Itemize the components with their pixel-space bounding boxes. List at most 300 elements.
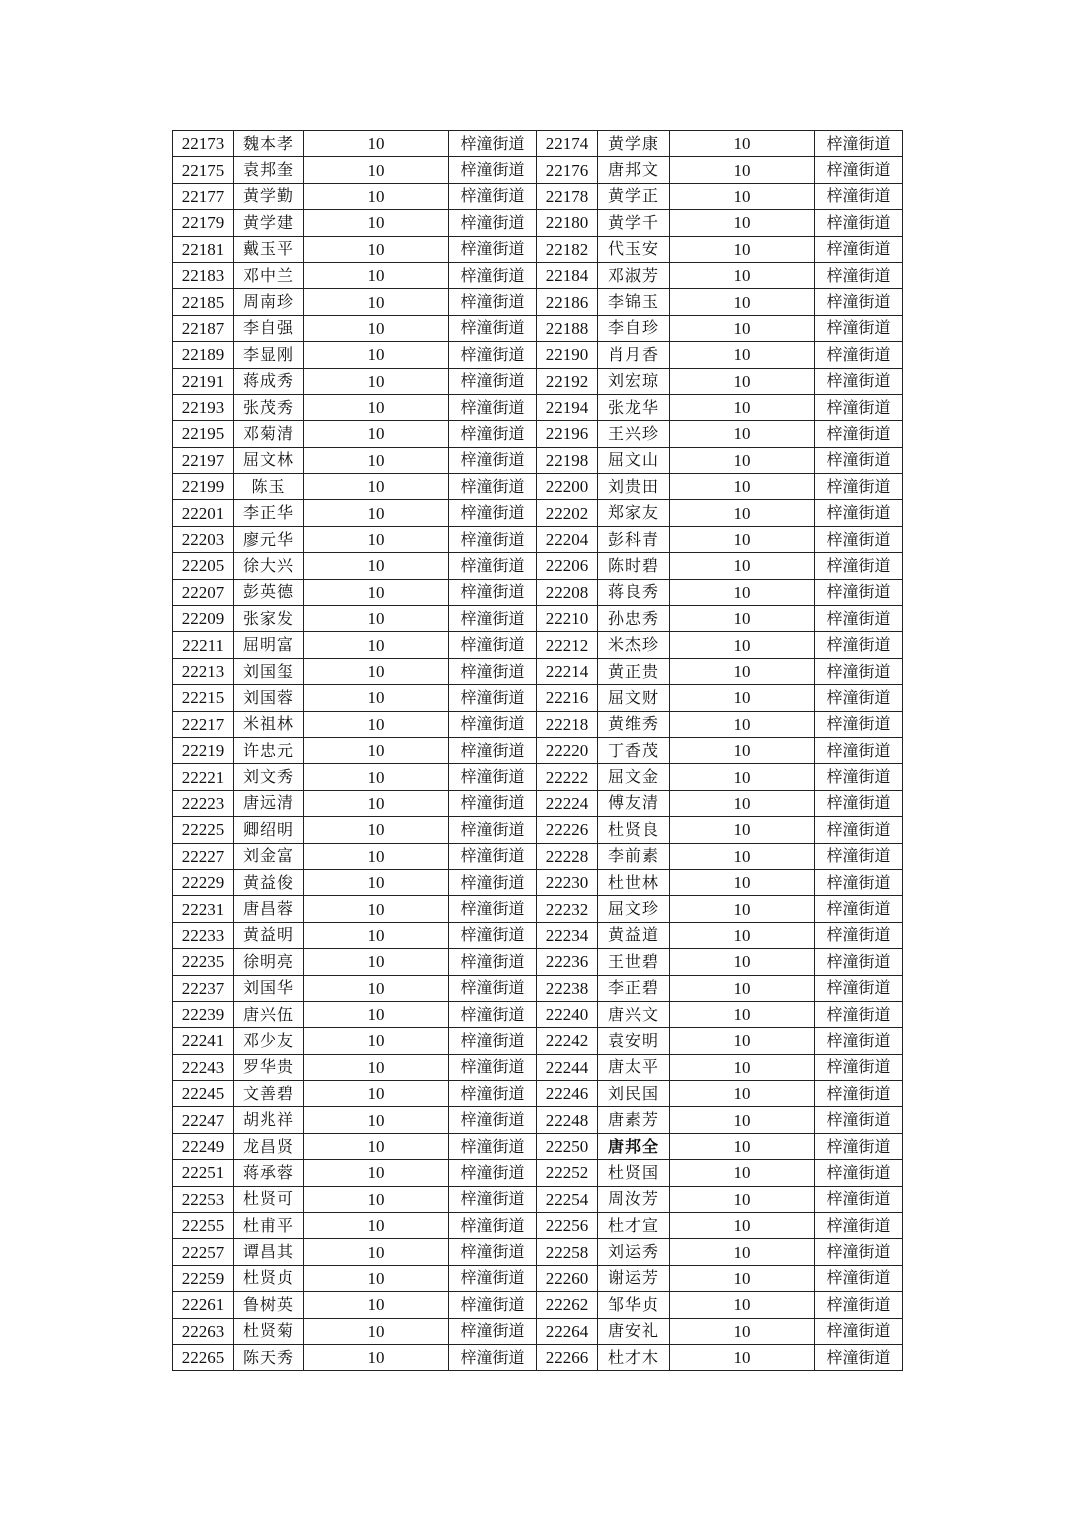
table-row	[173, 236, 903, 262]
table-row	[173, 157, 903, 183]
record-id-cell: 22198	[537, 447, 598, 473]
name-cell: 刘金富	[234, 843, 304, 869]
address-cell: 梓潼街道	[815, 210, 903, 236]
record-id-cell: 22187	[173, 315, 234, 341]
address-cell: 梓潼街道	[815, 1107, 903, 1133]
name-cell: 谭昌其	[234, 1239, 304, 1265]
address-cell: 梓潼街道	[815, 394, 903, 420]
record-id-cell: 22245	[173, 1081, 234, 1107]
name-cell: 郑家友	[598, 500, 670, 526]
address-cell: 梓潼街道	[815, 342, 903, 368]
address-cell: 梓潼街道	[815, 157, 903, 183]
record-id-cell: 22232	[537, 896, 598, 922]
name-cell: 黄益道	[598, 922, 670, 948]
record-id-cell: 22211	[173, 632, 234, 658]
amount-cell: 10	[304, 526, 449, 552]
record-id-cell: 22242	[537, 1028, 598, 1054]
amount-cell: 10	[304, 1001, 449, 1027]
address-cell: 梓潼街道	[449, 1054, 537, 1080]
amount-cell: 10	[304, 368, 449, 394]
name-cell: 唐远清	[234, 790, 304, 816]
record-id-cell: 22208	[537, 579, 598, 605]
amount-cell: 10	[304, 737, 449, 763]
record-id-cell: 22236	[537, 949, 598, 975]
record-id-cell: 22243	[173, 1054, 234, 1080]
amount-cell: 10	[670, 817, 815, 843]
amount-cell: 10	[304, 553, 449, 579]
table-row	[173, 658, 903, 684]
amount-cell: 10	[670, 975, 815, 1001]
address-cell: 梓潼街道	[815, 1186, 903, 1212]
name-cell: 袁安明	[598, 1028, 670, 1054]
address-cell: 梓潼街道	[815, 315, 903, 341]
name-cell: 卿绍明	[234, 817, 304, 843]
record-id-cell: 22247	[173, 1107, 234, 1133]
name-cell: 周南珍	[234, 289, 304, 315]
name-cell: 刘民国	[598, 1081, 670, 1107]
address-cell: 梓潼街道	[815, 1265, 903, 1291]
amount-cell: 10	[670, 1001, 815, 1027]
address-cell: 梓潼街道	[815, 579, 903, 605]
name-cell: 杜贤国	[598, 1160, 670, 1186]
record-id-cell: 22195	[173, 421, 234, 447]
record-id-cell: 22173	[173, 131, 234, 157]
amount-cell: 10	[304, 289, 449, 315]
record-id-cell: 22200	[537, 474, 598, 500]
record-id-cell: 22227	[173, 843, 234, 869]
address-cell: 梓潼街道	[449, 210, 537, 236]
address-cell: 梓潼街道	[449, 183, 537, 209]
amount-cell: 10	[670, 658, 815, 684]
amount-cell: 10	[670, 183, 815, 209]
name-cell: 陈天秀	[234, 1344, 304, 1370]
address-cell: 梓潼街道	[815, 447, 903, 473]
name-cell: 文善碧	[234, 1081, 304, 1107]
name-cell: 徐明亮	[234, 949, 304, 975]
address-cell: 梓潼街道	[449, 843, 537, 869]
amount-cell: 10	[670, 368, 815, 394]
record-id-cell: 22197	[173, 447, 234, 473]
record-id-cell: 22237	[173, 975, 234, 1001]
record-id-cell: 22191	[173, 368, 234, 394]
address-cell: 梓潼街道	[449, 922, 537, 948]
amount-cell: 10	[670, 474, 815, 500]
record-id-cell: 22219	[173, 737, 234, 763]
name-cell: 周汝芳	[598, 1186, 670, 1212]
record-id-cell: 22203	[173, 526, 234, 552]
address-cell: 梓潼街道	[815, 711, 903, 737]
amount-cell: 10	[304, 658, 449, 684]
table-row	[173, 764, 903, 790]
record-id-cell: 22260	[537, 1265, 598, 1291]
address-cell: 梓潼街道	[815, 737, 903, 763]
name-cell: 邓中兰	[234, 262, 304, 288]
amount-cell: 10	[304, 790, 449, 816]
amount-cell: 10	[304, 210, 449, 236]
address-cell: 梓潼街道	[449, 658, 537, 684]
amount-cell: 10	[670, 236, 815, 262]
table-row	[173, 315, 903, 341]
name-cell: 王兴珍	[598, 421, 670, 447]
amount-cell: 10	[670, 579, 815, 605]
amount-cell: 10	[304, 1107, 449, 1133]
record-id-cell: 22176	[537, 157, 598, 183]
record-id-cell: 22244	[537, 1054, 598, 1080]
record-id-cell: 22179	[173, 210, 234, 236]
table-row	[173, 1265, 903, 1291]
address-cell: 梓潼街道	[449, 421, 537, 447]
amount-cell: 10	[670, 1213, 815, 1239]
address-cell: 梓潼街道	[815, 817, 903, 843]
amount-cell: 10	[670, 632, 815, 658]
table-row	[173, 1213, 903, 1239]
address-cell: 梓潼街道	[815, 553, 903, 579]
address-cell: 梓潼街道	[449, 949, 537, 975]
record-id-cell: 22240	[537, 1001, 598, 1027]
record-id-cell: 22259	[173, 1265, 234, 1291]
amount-cell: 10	[670, 790, 815, 816]
record-id-cell: 22225	[173, 817, 234, 843]
address-cell: 梓潼街道	[815, 949, 903, 975]
name-cell: 蒋承蓉	[234, 1160, 304, 1186]
name-cell: 陈玉	[234, 474, 304, 500]
name-cell: 屈文珍	[598, 896, 670, 922]
table-row	[173, 1344, 903, 1370]
record-id-cell: 22253	[173, 1186, 234, 1212]
name-cell: 魏本孝	[234, 131, 304, 157]
amount-cell: 10	[670, 421, 815, 447]
address-cell: 梓潼街道	[449, 1292, 537, 1318]
table-row	[173, 817, 903, 843]
address-cell: 梓潼街道	[449, 975, 537, 1001]
record-id-cell: 22221	[173, 764, 234, 790]
address-cell: 梓潼街道	[449, 262, 537, 288]
amount-cell: 10	[670, 711, 815, 737]
record-id-cell: 22218	[537, 711, 598, 737]
address-cell: 梓潼街道	[815, 1133, 903, 1159]
table-row	[173, 131, 903, 157]
table-row	[173, 1081, 903, 1107]
address-cell: 梓潼街道	[815, 183, 903, 209]
address-cell: 梓潼街道	[449, 474, 537, 500]
address-cell: 梓潼街道	[815, 1081, 903, 1107]
name-cell: 刘运秀	[598, 1239, 670, 1265]
amount-cell: 10	[304, 1239, 449, 1265]
record-id-cell: 22182	[537, 236, 598, 262]
record-id-cell: 22196	[537, 421, 598, 447]
address-cell: 梓潼街道	[815, 131, 903, 157]
address-cell: 梓潼街道	[449, 500, 537, 526]
name-cell: 米祖林	[234, 711, 304, 737]
amount-cell: 10	[304, 342, 449, 368]
amount-cell: 10	[670, 1239, 815, 1265]
name-cell: 唐昌蓉	[234, 896, 304, 922]
name-cell: 刘国玺	[234, 658, 304, 684]
address-cell: 梓潼街道	[449, 368, 537, 394]
address-cell: 梓潼街道	[449, 1133, 537, 1159]
address-cell: 梓潼街道	[815, 1292, 903, 1318]
record-id-cell: 22229	[173, 869, 234, 895]
amount-cell: 10	[670, 342, 815, 368]
address-cell: 梓潼街道	[449, 790, 537, 816]
name-cell: 杜贤菊	[234, 1318, 304, 1344]
record-id-cell: 22178	[537, 183, 598, 209]
name-cell: 张茂秀	[234, 394, 304, 420]
name-cell: 杜才宣	[598, 1213, 670, 1239]
table-row	[173, 1028, 903, 1054]
name-cell: 邓菊清	[234, 421, 304, 447]
address-cell: 梓潼街道	[449, 315, 537, 341]
amount-cell: 10	[304, 869, 449, 895]
name-cell: 戴玉平	[234, 236, 304, 262]
amount-cell: 10	[670, 843, 815, 869]
record-id-cell: 22228	[537, 843, 598, 869]
name-cell: 李自强	[234, 315, 304, 341]
record-id-cell: 22223	[173, 790, 234, 816]
amount-cell: 10	[304, 606, 449, 632]
record-id-cell: 22250	[537, 1133, 598, 1159]
table-row	[173, 685, 903, 711]
amount-cell: 10	[304, 157, 449, 183]
amount-cell: 10	[670, 553, 815, 579]
name-cell: 肖月香	[598, 342, 670, 368]
record-id-cell: 22192	[537, 368, 598, 394]
address-cell: 梓潼街道	[449, 289, 537, 315]
address-cell: 梓潼街道	[815, 1001, 903, 1027]
name-cell: 杜贤贞	[234, 1265, 304, 1291]
name-cell: 黄学正	[598, 183, 670, 209]
name-cell: 刘国华	[234, 975, 304, 1001]
address-cell: 梓潼街道	[815, 262, 903, 288]
name-cell: 唐邦全	[598, 1133, 670, 1159]
address-cell: 梓潼街道	[815, 1213, 903, 1239]
table-row	[173, 447, 903, 473]
amount-cell: 10	[670, 1054, 815, 1080]
table-row	[173, 262, 903, 288]
name-cell: 屈文山	[598, 447, 670, 473]
address-cell: 梓潼街道	[815, 1344, 903, 1370]
amount-cell: 10	[670, 1133, 815, 1159]
name-cell: 龙昌贤	[234, 1133, 304, 1159]
amount-cell: 10	[670, 737, 815, 763]
table-row	[173, 711, 903, 737]
amount-cell: 10	[304, 1160, 449, 1186]
table-row	[173, 1292, 903, 1318]
record-id-cell: 22213	[173, 658, 234, 684]
address-cell: 梓潼街道	[815, 606, 903, 632]
amount-cell: 10	[304, 817, 449, 843]
name-cell: 黄学千	[598, 210, 670, 236]
address-cell: 梓潼街道	[449, 579, 537, 605]
name-cell: 许忠元	[234, 737, 304, 763]
address-cell: 梓潼街道	[449, 1344, 537, 1370]
name-cell: 蒋良秀	[598, 579, 670, 605]
name-cell: 李自珍	[598, 315, 670, 341]
name-cell: 徐大兴	[234, 553, 304, 579]
amount-cell: 10	[304, 632, 449, 658]
record-id-cell: 22180	[537, 210, 598, 236]
address-cell: 梓潼街道	[815, 658, 903, 684]
name-cell: 黄益俊	[234, 869, 304, 895]
address-cell: 梓潼街道	[449, 606, 537, 632]
amount-cell: 10	[304, 1213, 449, 1239]
amount-cell: 10	[670, 896, 815, 922]
name-cell: 彭英德	[234, 579, 304, 605]
table-row	[173, 606, 903, 632]
address-cell: 梓潼街道	[449, 1239, 537, 1265]
address-cell: 梓潼街道	[815, 1054, 903, 1080]
address-cell: 梓潼街道	[815, 896, 903, 922]
name-cell: 屈文财	[598, 685, 670, 711]
amount-cell: 10	[304, 394, 449, 420]
name-cell: 杜才木	[598, 1344, 670, 1370]
table-row	[173, 975, 903, 1001]
table-row	[173, 289, 903, 315]
address-cell: 梓潼街道	[815, 500, 903, 526]
address-cell: 梓潼街道	[815, 975, 903, 1001]
address-cell: 梓潼街道	[449, 1213, 537, 1239]
table-row	[173, 579, 903, 605]
record-id-cell: 22209	[173, 606, 234, 632]
amount-cell: 10	[670, 315, 815, 341]
address-cell: 梓潼街道	[815, 764, 903, 790]
name-cell: 蒋成秀	[234, 368, 304, 394]
name-cell: 屈文林	[234, 447, 304, 473]
name-cell: 唐素芳	[598, 1107, 670, 1133]
table-row	[173, 1001, 903, 1027]
address-cell: 梓潼街道	[449, 1107, 537, 1133]
record-id-cell: 22241	[173, 1028, 234, 1054]
record-id-cell: 22264	[537, 1318, 598, 1344]
name-cell: 袁邦奎	[234, 157, 304, 183]
name-cell: 邓少友	[234, 1028, 304, 1054]
record-id-cell: 22239	[173, 1001, 234, 1027]
amount-cell: 10	[304, 421, 449, 447]
table-row	[173, 896, 903, 922]
table-row	[173, 474, 903, 500]
address-cell: 梓潼街道	[449, 1081, 537, 1107]
amount-cell: 10	[670, 157, 815, 183]
record-id-cell: 22266	[537, 1344, 598, 1370]
record-id-cell: 22265	[173, 1344, 234, 1370]
address-cell: 梓潼街道	[815, 922, 903, 948]
record-id-cell: 22255	[173, 1213, 234, 1239]
address-cell: 梓潼街道	[449, 394, 537, 420]
address-cell: 梓潼街道	[449, 869, 537, 895]
record-id-cell: 22185	[173, 289, 234, 315]
record-id-cell: 22175	[173, 157, 234, 183]
record-id-cell: 22184	[537, 262, 598, 288]
record-id-cell: 22202	[537, 500, 598, 526]
address-cell: 梓潼街道	[815, 368, 903, 394]
record-id-cell: 22224	[537, 790, 598, 816]
amount-cell: 10	[304, 975, 449, 1001]
record-id-cell: 22205	[173, 553, 234, 579]
record-id-cell: 22256	[537, 1213, 598, 1239]
amount-cell: 10	[670, 526, 815, 552]
name-cell: 彭科青	[598, 526, 670, 552]
amount-cell: 10	[304, 1081, 449, 1107]
amount-cell: 10	[670, 1344, 815, 1370]
amount-cell: 10	[670, 447, 815, 473]
name-cell: 米杰珍	[598, 632, 670, 658]
amount-cell: 10	[670, 1292, 815, 1318]
amount-cell: 10	[670, 869, 815, 895]
amount-cell: 10	[304, 949, 449, 975]
amount-cell: 10	[670, 685, 815, 711]
address-cell: 梓潼街道	[815, 790, 903, 816]
name-cell: 黄学建	[234, 210, 304, 236]
record-id-cell: 22226	[537, 817, 598, 843]
record-id-cell: 22263	[173, 1318, 234, 1344]
name-cell: 张龙华	[598, 394, 670, 420]
name-cell: 邹华贞	[598, 1292, 670, 1318]
record-id-cell: 22214	[537, 658, 598, 684]
address-cell: 梓潼街道	[449, 1160, 537, 1186]
record-id-cell: 22254	[537, 1186, 598, 1212]
name-cell: 黄维秀	[598, 711, 670, 737]
amount-cell: 10	[304, 131, 449, 157]
amount-cell: 10	[304, 1054, 449, 1080]
name-cell: 屈文金	[598, 764, 670, 790]
name-cell: 邓淑芳	[598, 262, 670, 288]
record-id-cell: 22216	[537, 685, 598, 711]
amount-cell: 10	[304, 711, 449, 737]
table-row	[173, 421, 903, 447]
name-cell: 李锦玉	[598, 289, 670, 315]
name-cell: 唐邦文	[598, 157, 670, 183]
amount-cell: 10	[670, 1265, 815, 1291]
address-cell: 梓潼街道	[815, 1160, 903, 1186]
name-cell: 刘文秀	[234, 764, 304, 790]
amount-cell: 10	[304, 579, 449, 605]
table-row	[173, 843, 903, 869]
table-row	[173, 210, 903, 236]
address-cell: 梓潼街道	[815, 843, 903, 869]
record-id-cell: 22246	[537, 1081, 598, 1107]
record-id-cell: 22193	[173, 394, 234, 420]
record-id-cell: 22231	[173, 896, 234, 922]
amount-cell: 10	[304, 922, 449, 948]
amount-cell: 10	[670, 1028, 815, 1054]
address-cell: 梓潼街道	[449, 1318, 537, 1344]
record-id-cell: 22215	[173, 685, 234, 711]
name-cell: 黄学康	[598, 131, 670, 157]
table-row	[173, 368, 903, 394]
amount-cell: 10	[670, 1160, 815, 1186]
record-id-cell: 22201	[173, 500, 234, 526]
address-cell: 梓潼街道	[449, 737, 537, 763]
name-cell: 屈明富	[234, 632, 304, 658]
record-id-cell: 22251	[173, 1160, 234, 1186]
amount-cell: 10	[670, 606, 815, 632]
amount-cell: 10	[304, 183, 449, 209]
table-row	[173, 1318, 903, 1344]
table-row	[173, 526, 903, 552]
record-id-cell: 22190	[537, 342, 598, 368]
name-cell: 黄正贵	[598, 658, 670, 684]
amount-cell: 10	[670, 922, 815, 948]
record-id-cell: 22199	[173, 474, 234, 500]
table-row	[173, 1160, 903, 1186]
name-cell: 李正碧	[598, 975, 670, 1001]
name-cell: 谢运芳	[598, 1265, 670, 1291]
record-id-cell: 22212	[537, 632, 598, 658]
amount-cell: 10	[670, 131, 815, 157]
address-cell: 梓潼街道	[449, 764, 537, 790]
record-id-cell: 22204	[537, 526, 598, 552]
table-row	[173, 183, 903, 209]
